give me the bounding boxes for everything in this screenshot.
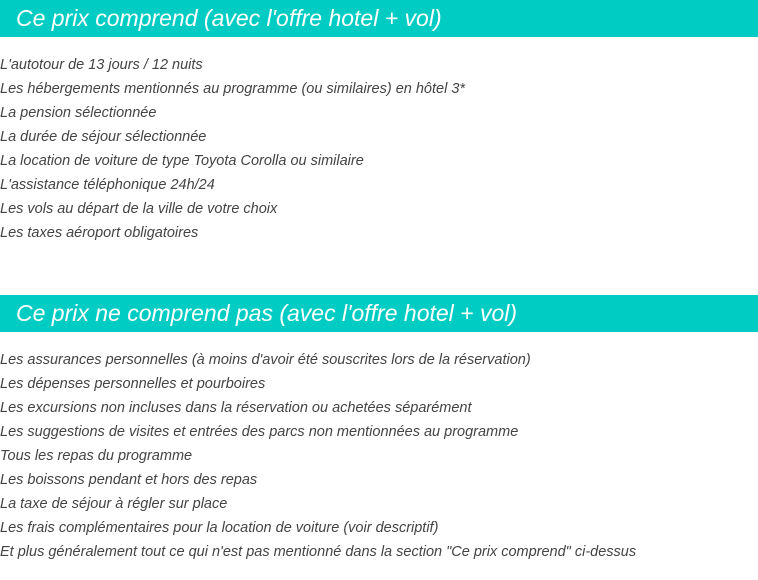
included-item: L'assistance téléphonique 24h/24 <box>0 177 215 193</box>
included-item: Les taxes aéroport obligatoires <box>0 225 199 241</box>
included-items-list <box>0 53 465 245</box>
included-item: La location de voiture de type Toyota Corolla ou similaire <box>0 153 364 169</box>
excluded-item: Tous les repas du programme <box>0 448 193 464</box>
included-item: La pension sélectionnée <box>0 105 157 121</box>
excluded-item: Les suggestions de visites et entrées des parcs non mentionnées au programme <box>0 424 519 440</box>
excluded-item: Les frais complémentaires pour la location de voiture (voir descriptif) <box>0 520 439 536</box>
excluded-item: Les boissons pendant et hors des repas <box>0 472 258 488</box>
excluded-items-list <box>0 348 636 564</box>
included-item: La durée de séjour sélectionnée <box>0 129 207 145</box>
included-section-title: Ce prix comprend (avec l'offre hotel + vol) <box>0 0 758 37</box>
excluded-item: Les assurances personnelles (à moins d'avoir été souscrites lors de la réservation) <box>0 352 531 368</box>
included-item: Les hébergements mentionnés au programme (ou similaires) en hôtel 3* <box>0 81 466 97</box>
excluded-section-title: Ce prix ne comprend pas (avec l'offre hotel + vol) <box>0 295 758 332</box>
excluded-item: Et plus généralement tout ce qui n'est pas mentionné dans la section "Ce prix comprend" ci-dessus <box>0 544 637 560</box>
excluded-item: Les excursions non incluses dans la réservation ou achetées séparément <box>0 400 472 416</box>
included-item: L'autotour de 13 jours / 12 nuits <box>0 57 203 73</box>
excluded-item: La taxe de séjour à régler sur place <box>0 496 228 512</box>
excluded-item: Les dépenses personnelles et pourboires <box>0 376 266 392</box>
included-item: Les vols au départ de la ville de votre choix <box>0 201 278 217</box>
